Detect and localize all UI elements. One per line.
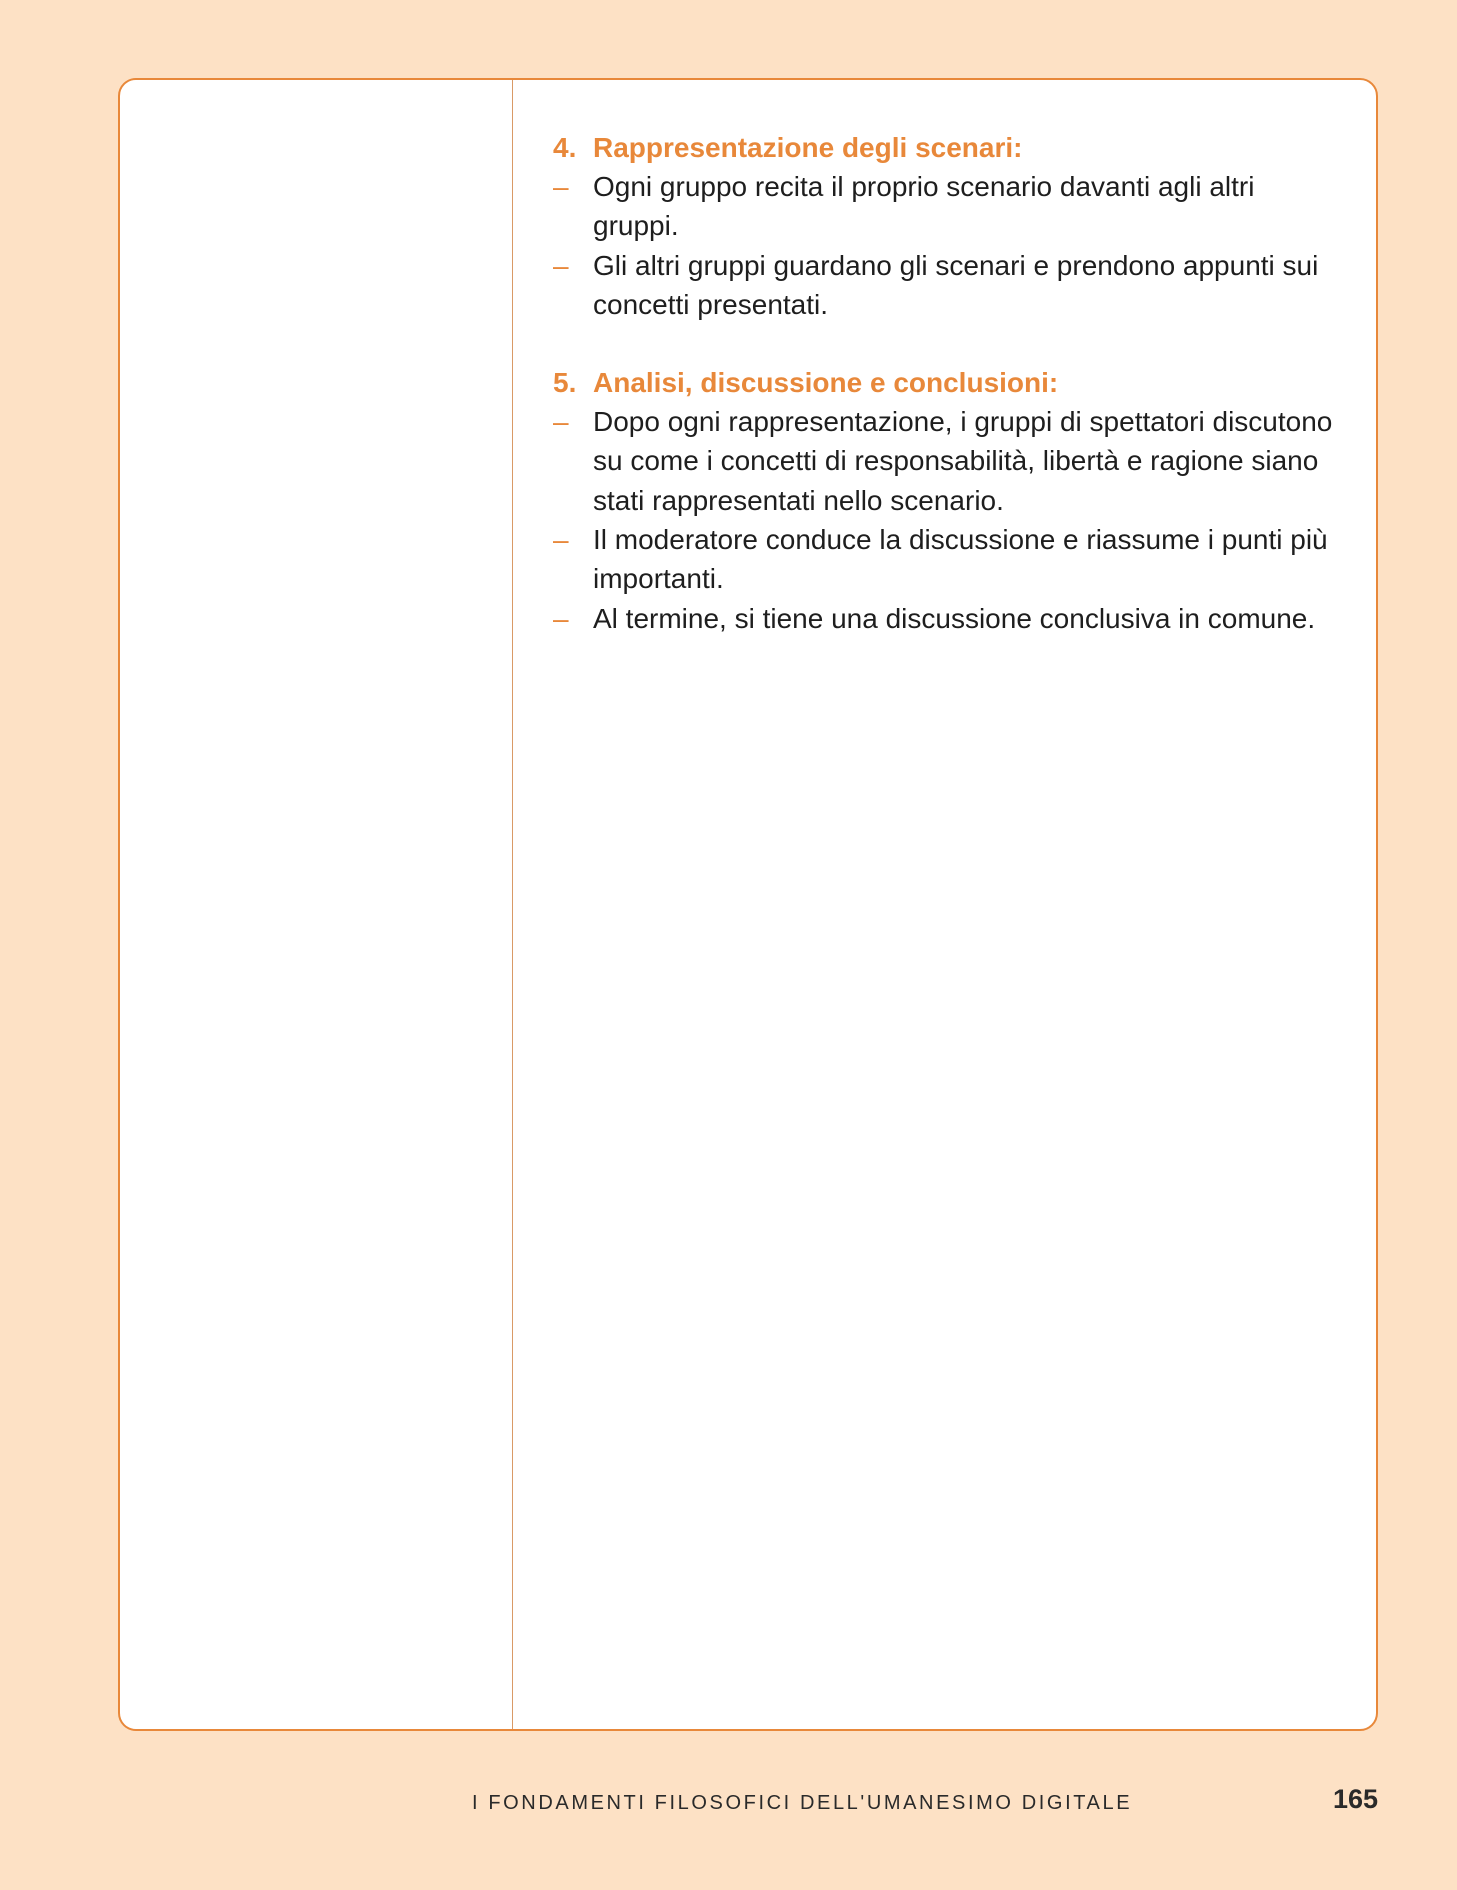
- section-heading: [553, 363, 1343, 402]
- list-item-text: Al termine, si tiene una discussione conclusiva in comune.: [593, 602, 1316, 634]
- list-item-text: Dopo ogni rappresentazione, i gruppi di spettatori discutono su come i concetti di responsabilità, libertà e ragione siano stati rappresentati nello scenario.: [593, 406, 1333, 516]
- section-number: 5.: [553, 367, 577, 399]
- section-heading: [553, 128, 1343, 167]
- list-item: [553, 246, 1343, 325]
- running-footer-title: I FONDAMENTI FILOSOFICI DELL'UMANESIMO DIGITALE: [472, 1792, 1133, 1814]
- list-item-text: Il moderatore conduce la discussione e riassume i punti più importanti.: [593, 524, 1328, 595]
- page-number: 165: [1332, 1784, 1378, 1814]
- dash-marker: –: [553, 524, 569, 556]
- section-title: Analisi, discussione e conclusioni:: [593, 367, 1059, 399]
- section-4: [553, 128, 1343, 324]
- list-item: [553, 402, 1343, 520]
- section-number: 4.: [553, 132, 577, 163]
- dash-marker: –: [553, 171, 569, 202]
- section-title: Rappresentazione degli scenari:: [593, 132, 1023, 163]
- main-column: [553, 128, 1343, 677]
- bullet-list: [553, 402, 1343, 638]
- dash-marker: –: [553, 602, 569, 634]
- content-card: [118, 78, 1378, 1731]
- list-item-text: Gli altri gruppi guardano gli scenari e prendono appunti sui concetti presentati.: [593, 249, 1319, 320]
- list-item: [553, 599, 1343, 638]
- column-divider: [512, 80, 513, 1729]
- bullet-list: [553, 167, 1343, 324]
- section-5: [553, 363, 1343, 638]
- dash-marker: –: [553, 406, 569, 438]
- list-item: [553, 520, 1343, 599]
- list-item-text: Ogni gruppo recita il proprio scenario davanti agli altri gruppi.: [593, 171, 1255, 242]
- list-item: [553, 167, 1343, 246]
- dash-marker: –: [553, 249, 569, 281]
